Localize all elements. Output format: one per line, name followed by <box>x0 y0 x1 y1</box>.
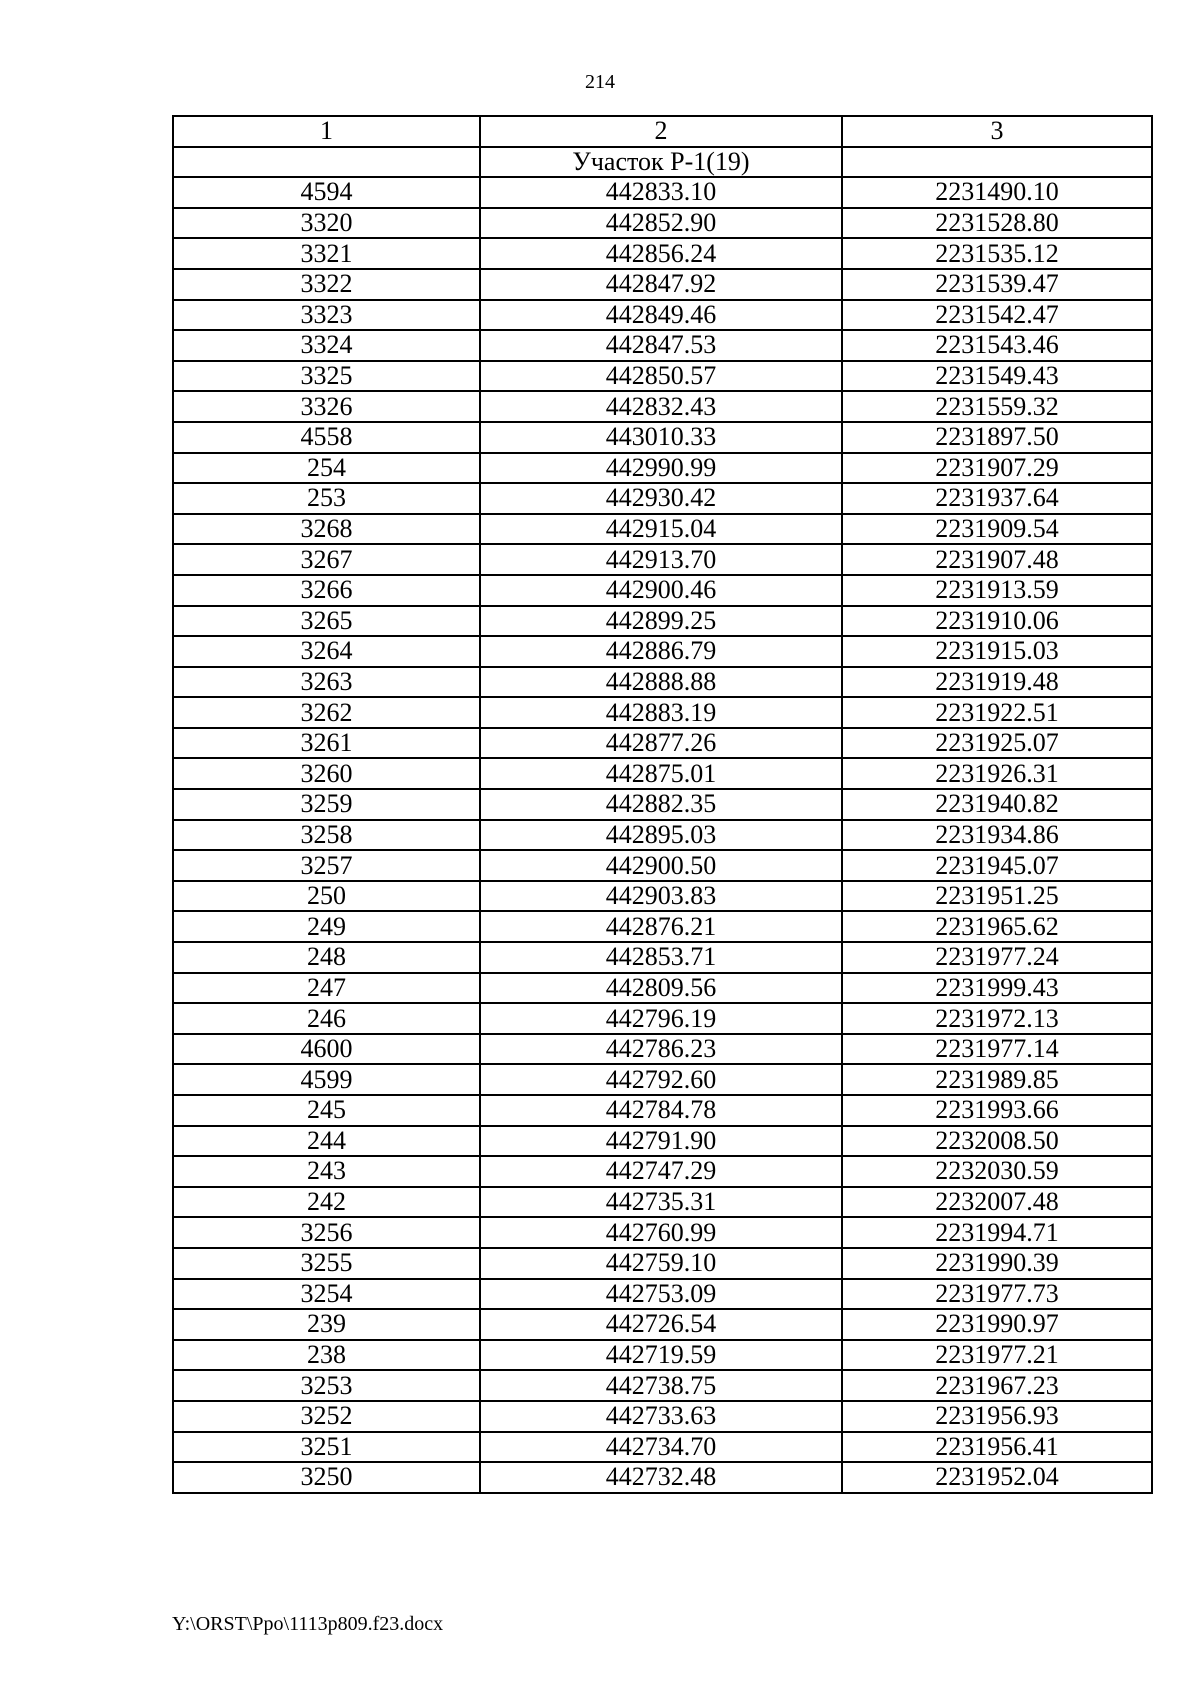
y-coordinate-cell: 2231490.10 <box>842 177 1152 208</box>
x-coordinate-cell: 442900.50 <box>480 850 842 881</box>
table-row <box>173 820 1152 851</box>
table-row <box>173 1187 1152 1218</box>
y-coordinate-cell: 2231951.25 <box>842 881 1152 912</box>
y-coordinate-cell: 2231934.86 <box>842 820 1152 851</box>
table-row <box>173 330 1152 361</box>
footer-file-path: Y:\ORST\Ppo\1113p809.f23.docx <box>172 1613 444 1635</box>
point-number-cell: 3268 <box>173 514 480 545</box>
x-coordinate-cell: 442734.70 <box>480 1432 842 1463</box>
y-coordinate-cell: 2231907.48 <box>842 544 1152 575</box>
point-number-cell: 3258 <box>173 820 480 851</box>
y-coordinate-cell: 2232007.48 <box>842 1187 1152 1218</box>
point-number-cell: 243 <box>173 1156 480 1187</box>
x-coordinate-cell: 442847.92 <box>480 269 842 300</box>
section-title-row <box>173 147 1152 178</box>
point-number-cell: 3253 <box>173 1370 480 1401</box>
y-coordinate-cell: 2231994.71 <box>842 1217 1152 1248</box>
y-coordinate-cell: 2231910.06 <box>842 606 1152 637</box>
y-coordinate-cell: 2231909.54 <box>842 514 1152 545</box>
point-number-cell: 3266 <box>173 575 480 606</box>
page-number: 214 <box>585 71 615 93</box>
x-coordinate-cell: 442875.01 <box>480 758 842 789</box>
point-number-cell: 3325 <box>173 361 480 392</box>
y-coordinate-cell: 2231542.47 <box>842 300 1152 331</box>
point-number-cell: 3250 <box>173 1462 480 1493</box>
point-number-cell: 3251 <box>173 1432 480 1463</box>
x-coordinate-cell: 442856.24 <box>480 238 842 269</box>
table-row <box>173 850 1152 881</box>
table-row <box>173 1309 1152 1340</box>
x-coordinate-cell: 442900.46 <box>480 575 842 606</box>
point-number-cell: 254 <box>173 453 480 484</box>
x-coordinate-cell: 442915.04 <box>480 514 842 545</box>
y-coordinate-cell: 2232030.59 <box>842 1156 1152 1187</box>
point-number-cell: 245 <box>173 1095 480 1126</box>
table-row <box>173 636 1152 667</box>
point-number-cell: 242 <box>173 1187 480 1218</box>
x-coordinate-cell: 442719.59 <box>480 1340 842 1371</box>
y-coordinate-cell: 2231539.47 <box>842 269 1152 300</box>
point-number-cell: 248 <box>173 942 480 973</box>
x-coordinate-cell: 442786.23 <box>480 1034 842 1065</box>
x-coordinate-cell: 442990.99 <box>480 453 842 484</box>
point-number-cell: 247 <box>173 973 480 1004</box>
x-coordinate-cell: 442882.35 <box>480 789 842 820</box>
y-coordinate-cell: 2231999.43 <box>842 973 1152 1004</box>
point-number-cell: 4600 <box>173 1034 480 1065</box>
y-coordinate-cell: 2231549.43 <box>842 361 1152 392</box>
y-coordinate-cell: 2231897.50 <box>842 422 1152 453</box>
table-row <box>173 973 1152 1004</box>
table-row <box>173 1034 1152 1065</box>
point-number-cell: 3320 <box>173 208 480 239</box>
table-row <box>173 300 1152 331</box>
table-row <box>173 1003 1152 1034</box>
table-row <box>173 1248 1152 1279</box>
table-row <box>173 789 1152 820</box>
x-coordinate-cell: 442809.56 <box>480 973 842 1004</box>
x-coordinate-cell: 442759.10 <box>480 1248 842 1279</box>
point-number-cell: 3257 <box>173 850 480 881</box>
y-coordinate-cell: 2231989.85 <box>842 1064 1152 1095</box>
table-row <box>173 606 1152 637</box>
y-coordinate-cell: 2231543.46 <box>842 330 1152 361</box>
x-coordinate-cell: 442726.54 <box>480 1309 842 1340</box>
y-coordinate-cell: 2231559.32 <box>842 391 1152 422</box>
x-coordinate-cell: 442903.83 <box>480 881 842 912</box>
point-number-cell: 3252 <box>173 1401 480 1432</box>
y-coordinate-cell: 2231952.04 <box>842 1462 1152 1493</box>
x-coordinate-cell: 442760.99 <box>480 1217 842 1248</box>
table-row <box>173 1401 1152 1432</box>
table-row <box>173 575 1152 606</box>
column-header-2: 2 <box>480 116 842 147</box>
x-coordinate-cell: 442747.29 <box>480 1156 842 1187</box>
point-number-cell: 249 <box>173 911 480 942</box>
table-row <box>173 1432 1152 1463</box>
point-number-cell: 3323 <box>173 300 480 331</box>
x-coordinate-cell: 442913.70 <box>480 544 842 575</box>
point-number-cell: 238 <box>173 1340 480 1371</box>
y-coordinate-cell: 2231919.48 <box>842 667 1152 698</box>
table-row <box>173 758 1152 789</box>
point-number-cell: 3322 <box>173 269 480 300</box>
point-number-cell: 3260 <box>173 758 480 789</box>
y-coordinate-cell: 2231972.13 <box>842 1003 1152 1034</box>
point-number-cell: 246 <box>173 1003 480 1034</box>
x-coordinate-cell: 443010.33 <box>480 422 842 453</box>
table-row <box>173 1279 1152 1310</box>
coordinates-table <box>172 115 1153 1494</box>
x-coordinate-cell: 442796.19 <box>480 1003 842 1034</box>
y-coordinate-cell: 2231915.03 <box>842 636 1152 667</box>
x-coordinate-cell: 442888.88 <box>480 667 842 698</box>
table-row <box>173 1156 1152 1187</box>
point-number-cell: 4558 <box>173 422 480 453</box>
table-row <box>173 483 1152 514</box>
y-coordinate-cell: 2231977.73 <box>842 1279 1152 1310</box>
point-number-cell: 4594 <box>173 177 480 208</box>
table-row <box>173 1126 1152 1157</box>
y-coordinate-cell: 2231940.82 <box>842 789 1152 820</box>
y-coordinate-cell: 2231535.12 <box>842 238 1152 269</box>
x-coordinate-cell: 442850.57 <box>480 361 842 392</box>
y-coordinate-cell: 2231956.93 <box>842 1401 1152 1432</box>
table-row <box>173 269 1152 300</box>
x-coordinate-cell: 442792.60 <box>480 1064 842 1095</box>
x-coordinate-cell: 442847.53 <box>480 330 842 361</box>
table-row <box>173 1064 1152 1095</box>
point-number-cell: 250 <box>173 881 480 912</box>
point-number-cell: 3265 <box>173 606 480 637</box>
y-coordinate-cell: 2231922.51 <box>842 697 1152 728</box>
point-number-cell: 3255 <box>173 1248 480 1279</box>
table-row <box>173 1370 1152 1401</box>
x-coordinate-cell: 442930.42 <box>480 483 842 514</box>
x-coordinate-cell: 442877.26 <box>480 728 842 759</box>
y-coordinate-cell: 2231993.66 <box>842 1095 1152 1126</box>
point-number-cell: 3254 <box>173 1279 480 1310</box>
y-coordinate-cell: 2232008.50 <box>842 1126 1152 1157</box>
x-coordinate-cell: 442849.46 <box>480 300 842 331</box>
table-row <box>173 1095 1152 1126</box>
point-number-cell: 239 <box>173 1309 480 1340</box>
x-coordinate-cell: 442883.19 <box>480 697 842 728</box>
point-number-cell: 3321 <box>173 238 480 269</box>
point-number-cell: 253 <box>173 483 480 514</box>
point-number-cell: 3267 <box>173 544 480 575</box>
table-row <box>173 942 1152 973</box>
y-coordinate-cell: 2231925.07 <box>842 728 1152 759</box>
table-row <box>173 238 1152 269</box>
x-coordinate-cell: 442738.75 <box>480 1370 842 1401</box>
x-coordinate-cell: 442895.03 <box>480 820 842 851</box>
y-coordinate-cell: 2231913.59 <box>842 575 1152 606</box>
point-number-cell: 3263 <box>173 667 480 698</box>
column-header-3: 3 <box>842 116 1152 147</box>
table-row <box>173 422 1152 453</box>
x-coordinate-cell: 442832.43 <box>480 391 842 422</box>
point-number-cell: 3259 <box>173 789 480 820</box>
x-coordinate-cell: 442733.63 <box>480 1401 842 1432</box>
table-row <box>173 881 1152 912</box>
y-coordinate-cell: 2231977.14 <box>842 1034 1152 1065</box>
table-row <box>173 544 1152 575</box>
table-row <box>173 1462 1152 1493</box>
point-number-cell: 3324 <box>173 330 480 361</box>
table-row <box>173 208 1152 239</box>
y-coordinate-cell: 2231965.62 <box>842 911 1152 942</box>
y-coordinate-cell: 2231956.41 <box>842 1432 1152 1463</box>
y-coordinate-cell: 2231990.97 <box>842 1309 1152 1340</box>
y-coordinate-cell: 2231977.21 <box>842 1340 1152 1371</box>
section-title: Участок Р-1(19) <box>480 147 842 178</box>
table-row <box>173 361 1152 392</box>
column-header-1: 1 <box>173 116 480 147</box>
x-coordinate-cell: 442753.09 <box>480 1279 842 1310</box>
table-row <box>173 667 1152 698</box>
point-number-cell: 3261 <box>173 728 480 759</box>
y-coordinate-cell: 2231926.31 <box>842 758 1152 789</box>
point-number-cell: 3256 <box>173 1217 480 1248</box>
table-row <box>173 1217 1152 1248</box>
point-number-cell: 3326 <box>173 391 480 422</box>
x-coordinate-cell: 442784.78 <box>480 1095 842 1126</box>
y-coordinate-cell: 2231945.07 <box>842 850 1152 881</box>
table-row <box>173 177 1152 208</box>
y-coordinate-cell: 2231977.24 <box>842 942 1152 973</box>
y-coordinate-cell: 2231907.29 <box>842 453 1152 484</box>
section-title-empty-cell-3 <box>842 147 1152 178</box>
x-coordinate-cell: 442735.31 <box>480 1187 842 1218</box>
y-coordinate-cell: 2231937.64 <box>842 483 1152 514</box>
x-coordinate-cell: 442732.48 <box>480 1462 842 1493</box>
x-coordinate-cell: 442833.10 <box>480 177 842 208</box>
y-coordinate-cell: 2231528.80 <box>842 208 1152 239</box>
x-coordinate-cell: 442852.90 <box>480 208 842 239</box>
point-number-cell: 3262 <box>173 697 480 728</box>
x-coordinate-cell: 442886.79 <box>480 636 842 667</box>
point-number-cell: 4599 <box>173 1064 480 1095</box>
section-title-empty-cell-1 <box>173 147 480 178</box>
table-row <box>173 391 1152 422</box>
point-number-cell: 3264 <box>173 636 480 667</box>
table-row <box>173 1340 1152 1371</box>
table-header-row <box>173 116 1152 147</box>
table-row <box>173 514 1152 545</box>
x-coordinate-cell: 442853.71 <box>480 942 842 973</box>
point-number-cell: 244 <box>173 1126 480 1157</box>
y-coordinate-cell: 2231990.39 <box>842 1248 1152 1279</box>
x-coordinate-cell: 442791.90 <box>480 1126 842 1157</box>
x-coordinate-cell: 442876.21 <box>480 911 842 942</box>
table-row <box>173 911 1152 942</box>
table-row <box>173 453 1152 484</box>
y-coordinate-cell: 2231967.23 <box>842 1370 1152 1401</box>
coordinates-table-body <box>173 116 1152 1493</box>
table-row <box>173 728 1152 759</box>
x-coordinate-cell: 442899.25 <box>480 606 842 637</box>
table-row <box>173 697 1152 728</box>
